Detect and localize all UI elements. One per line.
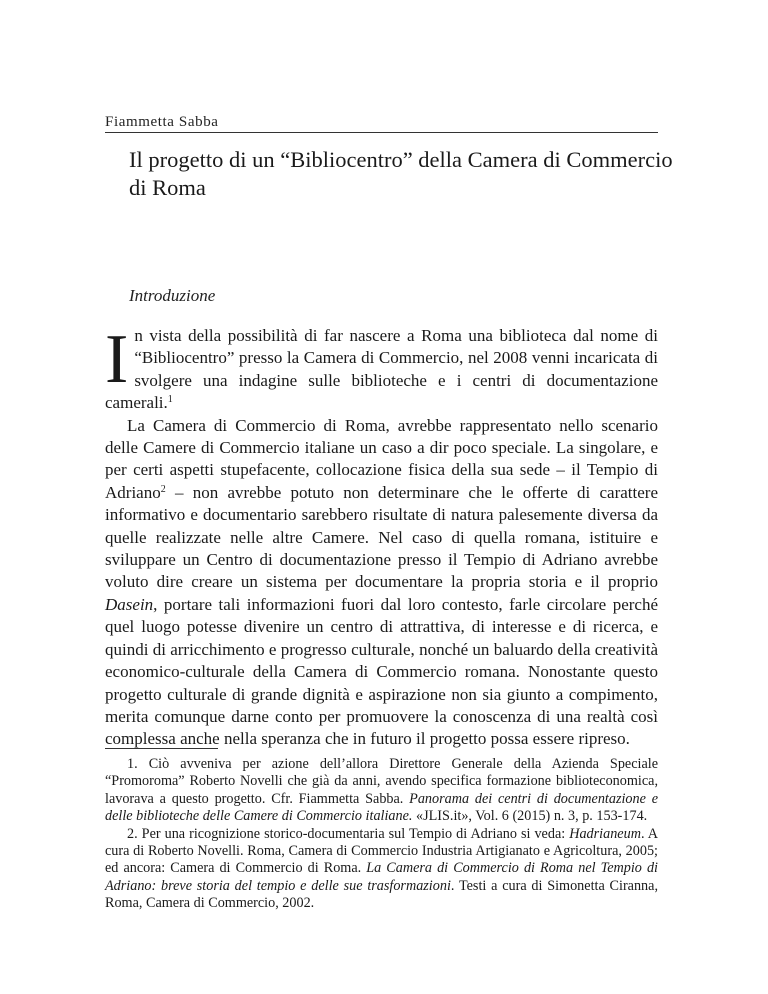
paragraph-2-text-c: , portare tali informazioni fuori dal loro contesto, farle circolare perché quel luogo potesse divenire un centro di attrattiva, di interesse e di ricerca, e quindi di arricchimento e progresso culturale, nonché un baluardo della creatività economico-culturale della Camera di Commercio romana. Nonostante questo progetto culturale di grande dignità e aspirazione non sia giunto a compimento, merita comunque darne conto per promuovere la conoscenza di una realtà così complessa anche nella speranza che in futuro il progetto possa essere ripreso. (105, 594, 658, 749)
paragraph-2-text-b: – non avrebbe potuto non determinare che le offerte di carattere informativo e documentario sarebbero risultate di natura palesemente diversa da quelle realizzate nelle altre Camere. Nel caso di quella romana, istituire e sviluppare un Centro di documentazione presso il Tempio di Adriano avrebbe voluto dire creare un sistema per documentare la propria storia e il proprio (105, 482, 658, 592)
paragraph-1-text: n vista della possibilità di far nascere a Roma una biblioteca dal nome di “Bibliocentro” presso la Camera di Commercio, nel 2008 venni incaricata di svolgere una indagine sulle biblioteche e i centri di documentazione camerali. (105, 326, 658, 413)
footnote-2-title-2: La Camera di Commercio di Roma nel Tempio di Adriano: breve storia del tempio e delle sue trasformazioni (105, 860, 658, 894)
footnote-ref-1: 1 (167, 394, 173, 406)
footnote-1 (105, 756, 658, 826)
footnote-2-text-a: 2. Per una ricognizione storico-documentaria sul Tempio di Adriano si veda: (127, 825, 570, 842)
footnote-rule (105, 748, 218, 749)
body-text (105, 321, 658, 751)
footnote-2 (105, 826, 658, 913)
paragraph-2 (105, 415, 658, 751)
drop-cap: I (105, 321, 129, 398)
header-rule (105, 132, 658, 133)
footnote-2-text-b: . A cura di Roberto Novelli. Roma, Camera di Commercio Industria Artigianato e Agricoltura, 2005; ed ancora: Camera di Commercio di Roma. (105, 825, 658, 877)
footnote-1-text-a: 1. Ciò avveniva per azione dell’allora Direttore Generale della Azienda Speciale “Promoroma” Roberto Novelli che già da anni, avendo specifica formazione biblioteconomica, lavorava a questo progetto. Cfr. Fiammetta Sabba. (105, 756, 658, 807)
footnote-ref-2: 2 (160, 483, 166, 495)
dasein-term: Dasein (105, 594, 154, 614)
section-heading: Introduzione (129, 286, 216, 305)
paragraph-1 (105, 321, 658, 415)
paragraph-2-text-a: La Camera di Commercio di Roma, avrebbe rappresentato nello scenario delle Camere di Commercio italiane un caso a dir poco speciale. La singolare, e per certi aspetti stupefacente, collocazione fisica della sua sede – il Tempio di Adriano (105, 415, 658, 502)
footnote-2-text-c: . Testi a cura di Simonetta Ciranna, Roma, Camera di Commercio, 2002. (105, 877, 658, 912)
footnote-1-text-b: «JLIS.it», Vol. 6 (2015) n. 3, p. 153-174. (412, 808, 648, 825)
footnote-1-title: Panorama dei centri di documentazione e delle biblioteche delle Camere di Commercio italiane. (105, 790, 658, 825)
author-name: Fiammetta Sabba (105, 114, 219, 130)
article-title: Il progetto di un “Bibliocentro” della Camera di Commercio di Roma (129, 147, 673, 200)
footnotes (105, 756, 658, 913)
footnote-2-title-1: Hadrianeum (569, 825, 641, 842)
